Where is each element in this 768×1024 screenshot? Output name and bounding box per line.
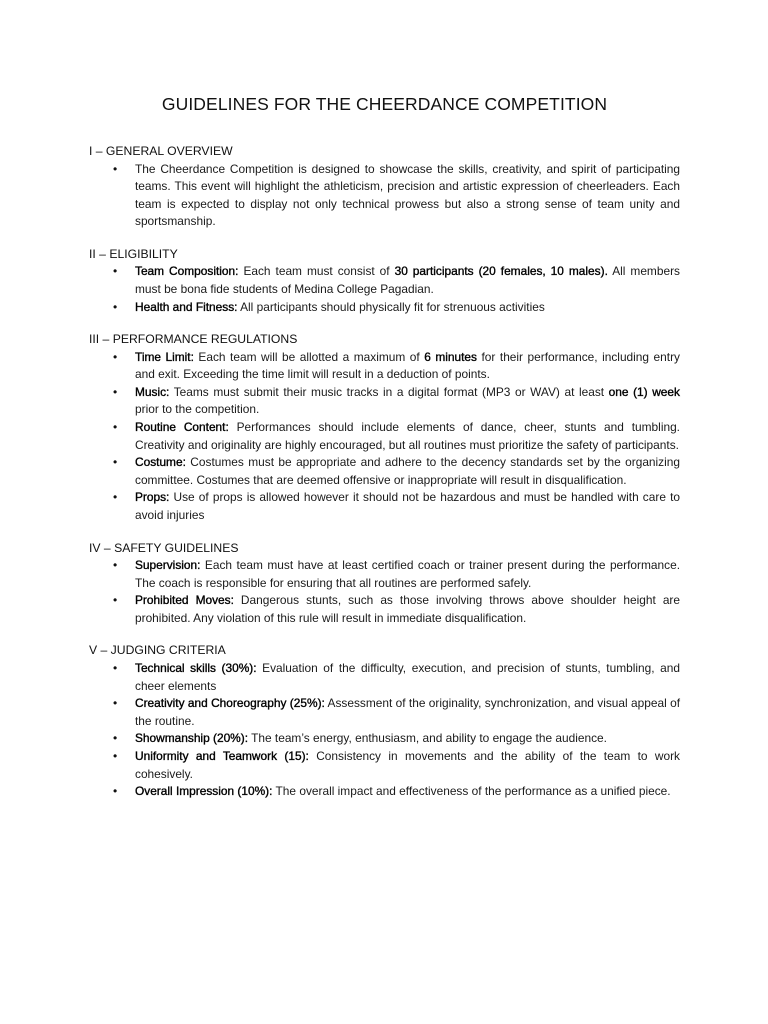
section-heading: IV – SAFETY GUIDELINES [89,540,239,555]
item-text: prior to the competition. [135,402,260,417]
section-eligibility [89,246,680,316]
item-text: Consistency in movements and the ability of the team to work cohesively. [135,748,680,781]
section-heading: V – JUDGING CRITERIA [89,643,226,658]
bullet-list [89,660,680,801]
section-heading: III – PERFORMANCE REGULATIONS [89,332,298,347]
item-text: Dangerous stunts, such as those involving throws above shoulder height are prohibited. Any violation of this rule will result in immediate disqualification. [135,593,681,625]
item-text: All members must be bona fide students of Medina College Pagadian. [135,264,680,296]
list-item [135,730,680,748]
list-item [135,660,680,695]
item-text: The overall impact and effectiveness of the performance as a unified piece. [272,784,671,799]
list-item [135,161,680,231]
item-text: Costumes must be appropriate and adhere to the decency standards set by the organizing committee. Costumes that are deemed offensive or inappropriate will result in disqualification. [135,455,680,487]
item-text: The team’s energy, enthusiasm, and ability to engage the audience. [248,731,607,746]
item-text: Each team must consist of [238,264,395,279]
section-general-overview [89,143,680,231]
item-label: Creativity and Choreography (25%): [135,696,325,711]
item-text: The Cheerdance Competition is designed to showcase the skills, creativity, and spirit of participating teams. This event will highlight the athleticism, precision and artistic expression of cheerleaders. Each team is expected to display not only technical prowess but also a strong sense of team unity and sportsmanship. [135,161,680,229]
list-item [135,349,680,384]
section-heading: I – GENERAL OVERVIEW [89,144,233,158]
item-label: Prohibited Moves: [135,593,234,608]
item-label: Team Composition: [135,264,239,279]
item-label: Supervision: [135,558,201,573]
item-text: Each team must have at least certified coach or trainer present during the performance. The coach is responsible for ensuring that all routines are performed safely. [135,558,680,590]
item-label: Overall Impression (10%): [135,784,273,799]
section-heading: II – ELIGIBILITY [89,246,178,261]
document-title: GUIDELINES FOR THE CHEERDANCE COMPETITION [161,94,608,114]
list-item [135,748,680,783]
item-text: All participants should physically fit for strenuous activities [237,299,545,314]
item-label: Technical skills (30%): [135,660,257,675]
section-safety-guidelines [89,540,680,628]
list-item [135,489,680,524]
item-text: Evaluation of the difficulty, execution, and precision of stunts, tumbling, and cheer elements [135,660,680,693]
bullet-list [89,349,680,525]
item-emphasis: 30 participants (20 females, 10 males). [394,264,608,279]
section-performance-regulations [89,331,680,524]
item-text: Teams must submit their music tracks in a digital format (MP3 or WAV) at least [169,384,609,399]
item-label: Uniformity and Teamwork (15): [135,748,309,763]
item-label: Props: [135,490,170,505]
item-label: Showmanship (20%): [135,731,249,746]
list-item [135,783,680,801]
list-item [135,384,680,419]
item-emphasis: one (1) week [608,384,680,399]
item-text: Performances should include elements of dance, cheer, stunts and tumbling. Creativity and originality are highly encouraged, but all routines must prioritize the safety of participants. [135,420,680,452]
item-text: for their performance, including entry and exit. Exceeding the time limit will result in a deduction of points. [135,349,680,382]
list-item [135,454,680,489]
item-emphasis: 6 minutes [424,349,477,364]
bullet-list [89,161,680,231]
item-label: Health and Fitness: [135,299,238,314]
list-item [135,557,680,592]
bullet-list [89,557,680,627]
list-item [135,695,680,730]
item-label: Costume: [135,455,186,470]
list-item [135,592,680,627]
item-text: Each team will be allotted a maximum of [193,349,425,364]
section-judging-criteria [89,642,680,800]
item-text: Use of props is allowed however it should not be hazardous and must be handled with care to avoid injuries [135,490,680,522]
item-label: Music: [135,384,170,399]
item-text: Assessment of the originality, synchronization, and visual appeal of the routine. [135,696,681,728]
list-item [135,263,680,298]
list-item [135,299,680,317]
bullet-list [89,263,680,316]
item-label: Routine Content: [135,420,229,435]
list-item [135,419,680,454]
item-label: Time Limit: [135,349,194,364]
